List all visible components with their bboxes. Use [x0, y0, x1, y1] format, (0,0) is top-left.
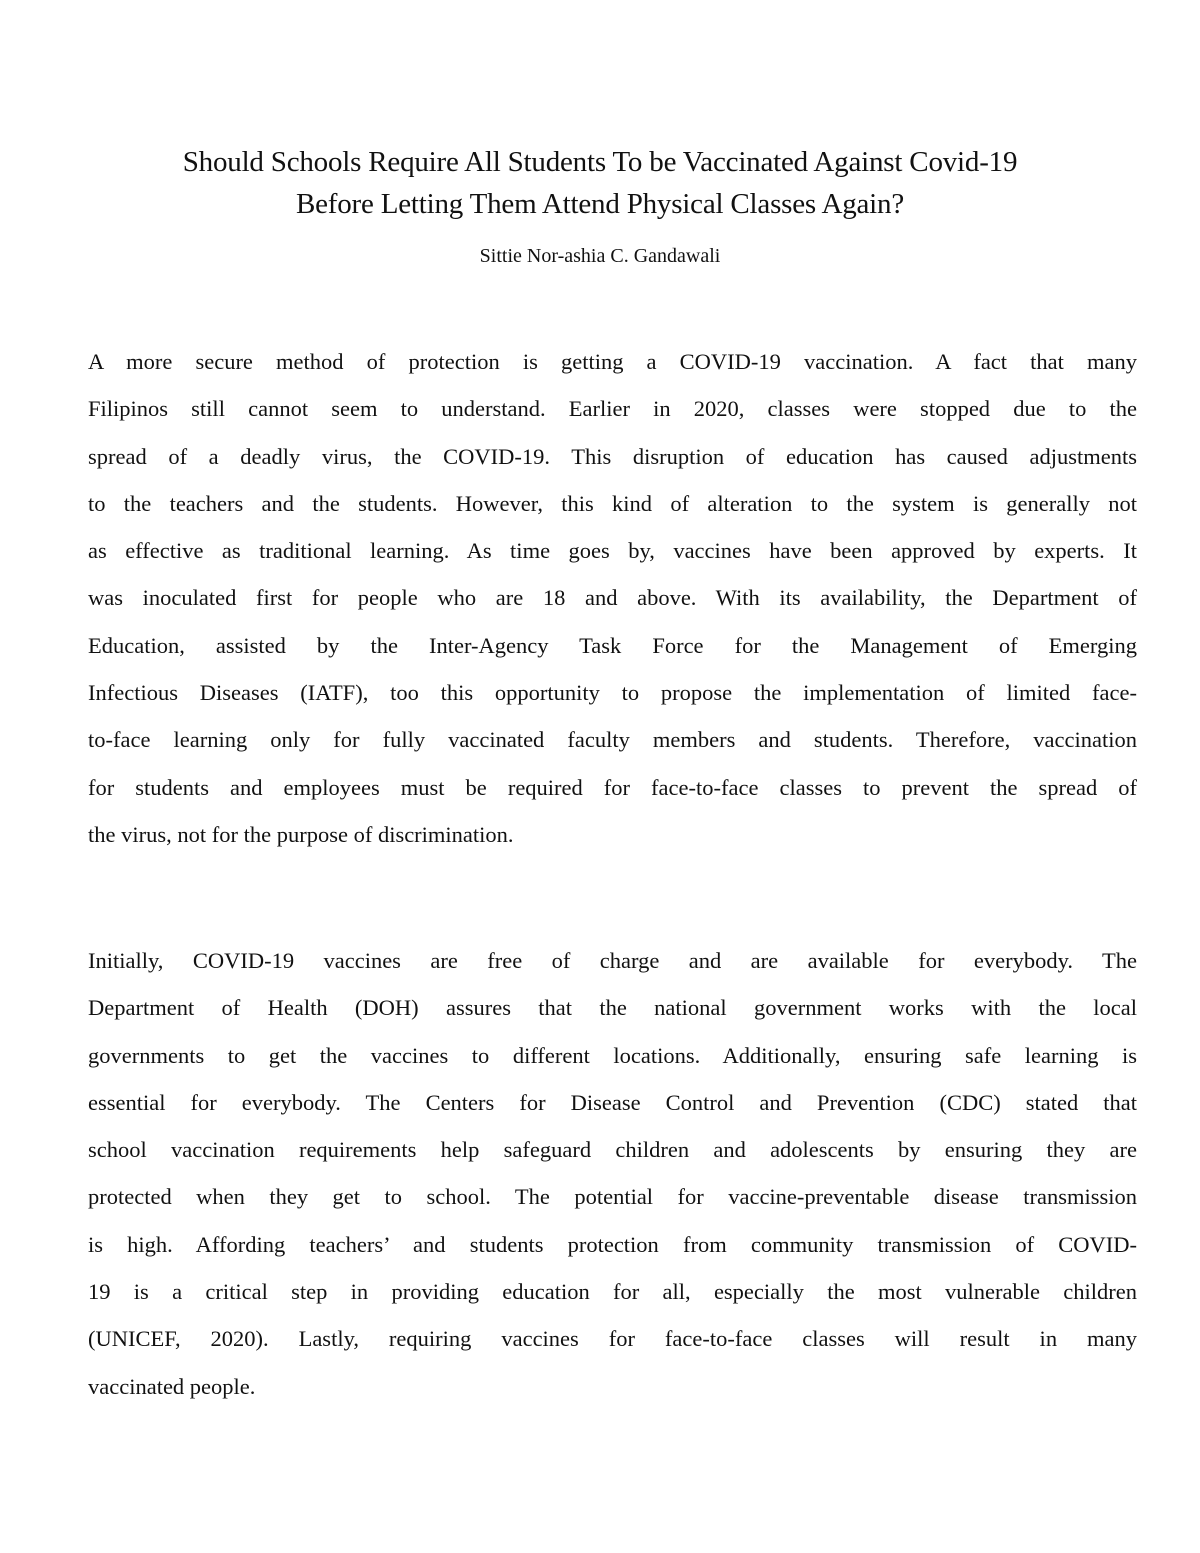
paragraph-line: as effective as traditional learning. As time goes by, vaccines have been approved by experts. It [88, 538, 1137, 564]
body-paragraph-1 [88, 338, 1137, 858]
paragraph-line: school vaccination requirements help safeguard children and adolescents by ensuring they are [88, 1137, 1137, 1163]
paragraph-line: spread of a deadly virus, the COVID-19. This disruption of education has caused adjustments [88, 443, 1137, 469]
paragraph-line: for students and employees must be required for face-to-face classes to prevent the spread of [88, 774, 1137, 800]
paragraph-line: Filipinos still cannot seem to understand. Earlier in 2020, classes were stopped due to the [88, 396, 1137, 422]
paragraph-line: governments to get the vaccines to different locations. Additionally, ensuring safe learning is [88, 1042, 1137, 1068]
document-title [60, 141, 1140, 225]
paragraph-line: A more secure method of protection is getting a COVID-19 vaccination. A fact that many [88, 349, 1137, 374]
paragraph-line: protected when they get to school. The potential for vaccine-preventable disease transmission [88, 1184, 1137, 1210]
paragraph-line: to the teachers and the students. However, this kind of alteration to the system is generally not [88, 490, 1137, 516]
paragraph-line: essential for everybody. The Centers for Disease Control and Prevention (CDC) stated that [88, 1089, 1137, 1115]
paragraph-line: vaccinated people. [88, 1373, 256, 1399]
title-line: Should Schools Require All Students To be Vaccinated Against Covid-19 [182, 146, 1018, 178]
paragraph-line: the virus, not for the purpose of discrimination. [88, 821, 514, 847]
author-name: Sittie Nor-ashia C. Gandawali [479, 245, 721, 267]
paragraph-line: to-face learning only for fully vaccinated faculty members and students. Therefore, vaccination [88, 727, 1137, 753]
paragraph-line: Infectious Diseases (IATF), too this opportunity to propose the implementation of limited face- [88, 680, 1137, 706]
paragraph-line: is high. Affording teachers’ and students protection from community transmission of COVID- [88, 1231, 1137, 1257]
title-line: Before Letting Them Attend Physical Classes Again? [295, 188, 905, 220]
body-paragraph-2 [88, 937, 1137, 1410]
paragraph-line: (UNICEF, 2020). Lastly, requiring vaccines for face-to-face classes will result in many [88, 1326, 1137, 1352]
paragraph-line: Department of Health (DOH) assures that the national government works with the local [88, 995, 1137, 1021]
paragraph-line: was inoculated first for people who are 18 and above. With its availability, the Department of [88, 585, 1137, 611]
paragraph-line: Education, assisted by the Inter-Agency Task Force for the Management of Emerging [88, 632, 1137, 658]
paragraph-line: 19 is a critical step in providing education for all, especially the most vulnerable children [88, 1279, 1137, 1305]
paragraph-line: Initially, COVID-19 vaccines are free of charge and are available for everybody. The [88, 948, 1137, 973]
